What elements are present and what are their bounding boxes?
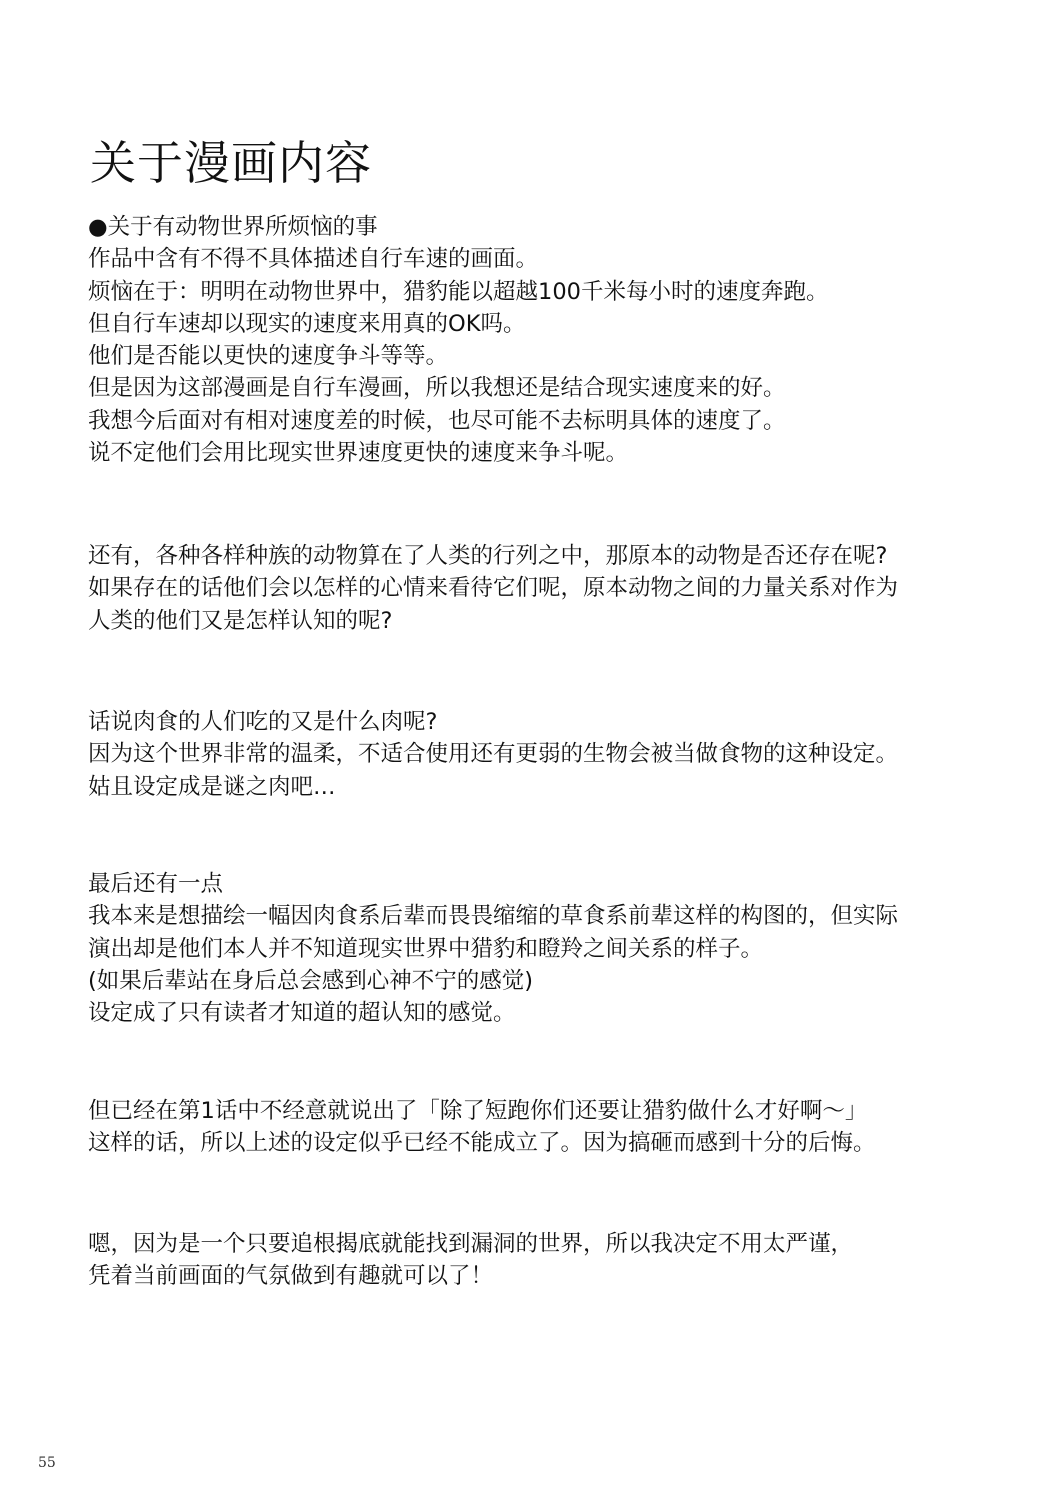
text-line: 作品中含有不得不具体描述自行车速的画面。 [88, 246, 539, 273]
text-line: 我想今后面对有相对速度差的时候，也尽可能不去标明具体的速度了。 [88, 407, 786, 434]
page-title: 关于漫画内容 [90, 135, 372, 190]
text-line: 还有，各种各样种族的动物算在了人类的行列之中，那原本的动物是否还存在呢? [88, 543, 888, 569]
text-line: 烦恼在于：明明在动物世界中，猎豹能以超越100千米每小时的速度奔跑。 [88, 278, 829, 305]
text-line: 人类的他们又是怎样认知的呢? [88, 607, 393, 634]
paragraph-meat [88, 706, 1018, 803]
text-line: 这样的话，所以上述的设定似乎已经不能成立了。因为搞砸而感到十分的后悔。 [88, 1130, 876, 1157]
text-line: 因为这个世界非常的温柔，不适合使用还有更弱的生物会被当做食物的这种设定。 [88, 741, 899, 768]
text-line: 嗯，因为是一个只要追根揭底就能找到漏洞的世界，所以我决定不用太严谨， [88, 1231, 854, 1257]
text-line: 他们是否能以更快的速度争斗等等。 [88, 343, 449, 370]
text-line: 我本来是想描绘一幅因肉食系后辈而畏畏缩缩的草食系前辈这样的构图的，但实际 [88, 903, 899, 930]
text-line: 说不定他们会用比现实世界速度更快的速度来争斗呢。 [88, 440, 629, 467]
text-line: 凭着当前画面的气氛做到有趣就可以了！ [88, 1263, 494, 1290]
paragraph-conclusion [88, 1228, 1018, 1293]
paragraph-animal-world-speed [88, 211, 1018, 469]
text-line: 但已经在第1话中不经意就说出了「除了短跑你们还要让猎豹做什么才好啊～」 [88, 1098, 868, 1124]
text-line: 演出却是他们本人并不知道现实世界中猎豹和瞪羚之间关系的样子。 [88, 935, 764, 962]
text-line: (如果后辈站在身后总会感到心神不宁的感觉) [88, 967, 534, 994]
text-line: 设定成了只有读者才知道的超认知的感觉。 [88, 1000, 516, 1027]
text-line: 如果存在的话他们会以怎样的心情来看待它们呢，原本动物之间的力量关系对作为 [88, 575, 899, 602]
paragraph-last-point [88, 868, 1018, 1029]
page-number: 55 [38, 1455, 56, 1471]
text-line: 姑且设定成是谜之肉吧… [88, 773, 336, 800]
paragraph-regret [88, 1095, 1018, 1160]
text-line: 最后还有一点 [88, 871, 224, 897]
section-heading: ●关于有动物世界所烦恼的事 [88, 214, 378, 240]
text-line: 但自行车速却以现实的速度来用真的OK吗。 [88, 310, 526, 337]
text-line: 但是因为这部漫画是自行车漫画，所以我想还是结合现实速度来的好。 [88, 375, 786, 402]
paragraph-original-animals [88, 540, 1018, 637]
text-line: 话说肉食的人们吃的又是什么肉呢? [88, 709, 438, 735]
